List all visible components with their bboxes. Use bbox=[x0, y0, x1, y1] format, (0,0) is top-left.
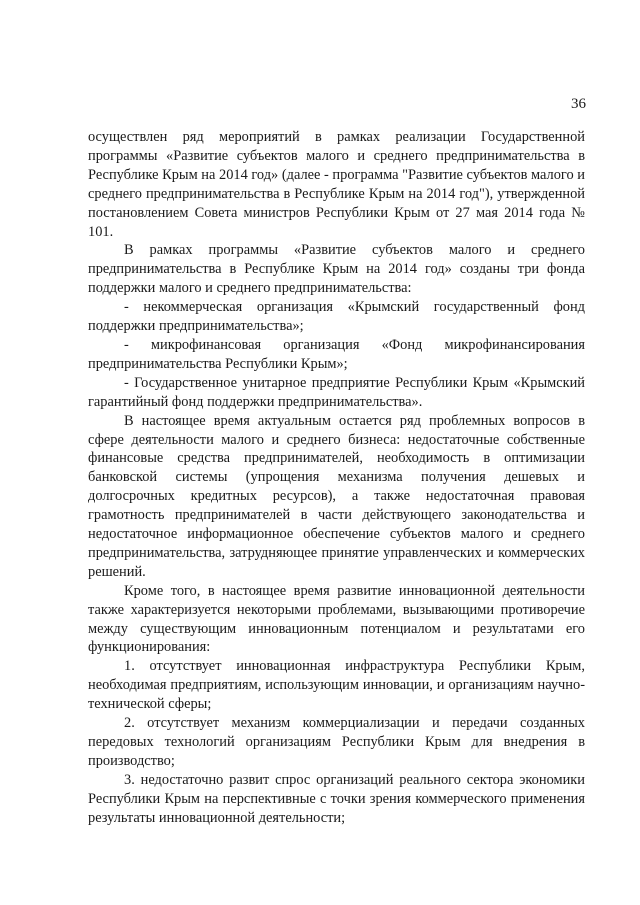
list-item-fund-1: - некоммерческая организация «Крымский государственный фонд поддержки предпринимательства»; bbox=[88, 299, 585, 335]
paragraph-program-funds: В рамках программы «Развитие субъектов малого и среднего предпринимательства в Республике Крым на 2014 год» созданы три фонда поддержки малого и среднего предпринимательства: bbox=[88, 242, 585, 297]
paragraph-intro: осуществлен ряд мероприятий в рамках реализации Государственной программы «Развитие субъектов малого и среднего предпринимательства в Республике Крым на 2014 год» (далее - программа "Развитие субъектов малого и среднего предпринимательства в Республике Крым на 2014 год"), утвержденной постановлением Совета министров Республики Крым от 27 мая 2014 года № 101. bbox=[88, 129, 585, 240]
list-item-innovation-3: 3. недостаточно развит спрос организаций реального сектора экономики Республики Крым на перспективные с точки зрения коммерческого применения результаты инновационной деятельности; bbox=[88, 771, 585, 826]
list-item-fund-3: - Государственное унитарное предприятие Республики Крым «Крымский гарантийный фонд поддержки предпринимательства». bbox=[88, 374, 585, 410]
list-item-innovation-2: 2. отсутствует механизм коммерциализации и передачи созданных передовых технологий организациям Республики Крым для внедрения в производство; bbox=[88, 715, 585, 769]
paragraph-innovation: Кроме того, в настоящее время развитие инновационной деятельности также характеризуется некоторыми проблемами, вызывающими противоречие между существующим инновационным потенциалом и результатами его функционирования: bbox=[88, 582, 585, 656]
list-item-fund-2: - микрофинансовая организация «Фонд микрофинансирования предпринимательства Республики Крым»; bbox=[88, 336, 585, 372]
paragraph-problems: В настоящее время актуальным остается ряд проблемных вопросов в сфере деятельности малого и среднего бизнеса: недостаточные собственные финансовые средства предпринимателей, необходимость в оптимизации банковской системы (упрощения механизма получения дешевых и долгосрочных кредитных ресурсов), а также недостаточная правовая грамотность предпринимателей в части действующего законодательства и недостаточное информационное обеспечение субъектов малого и среднего предпринимательства, затрудняющее принятие управленческих и коммерческих решений. bbox=[88, 412, 585, 580]
document-body bbox=[88, 128, 585, 828]
page-number: 36 bbox=[571, 96, 586, 112]
list-item-innovation-1: 1. отсутствует инновационная инфраструктура Республики Крым, необходимая предприятиям, использующим инновации, и организациям научно-технической сферы; bbox=[88, 658, 585, 713]
